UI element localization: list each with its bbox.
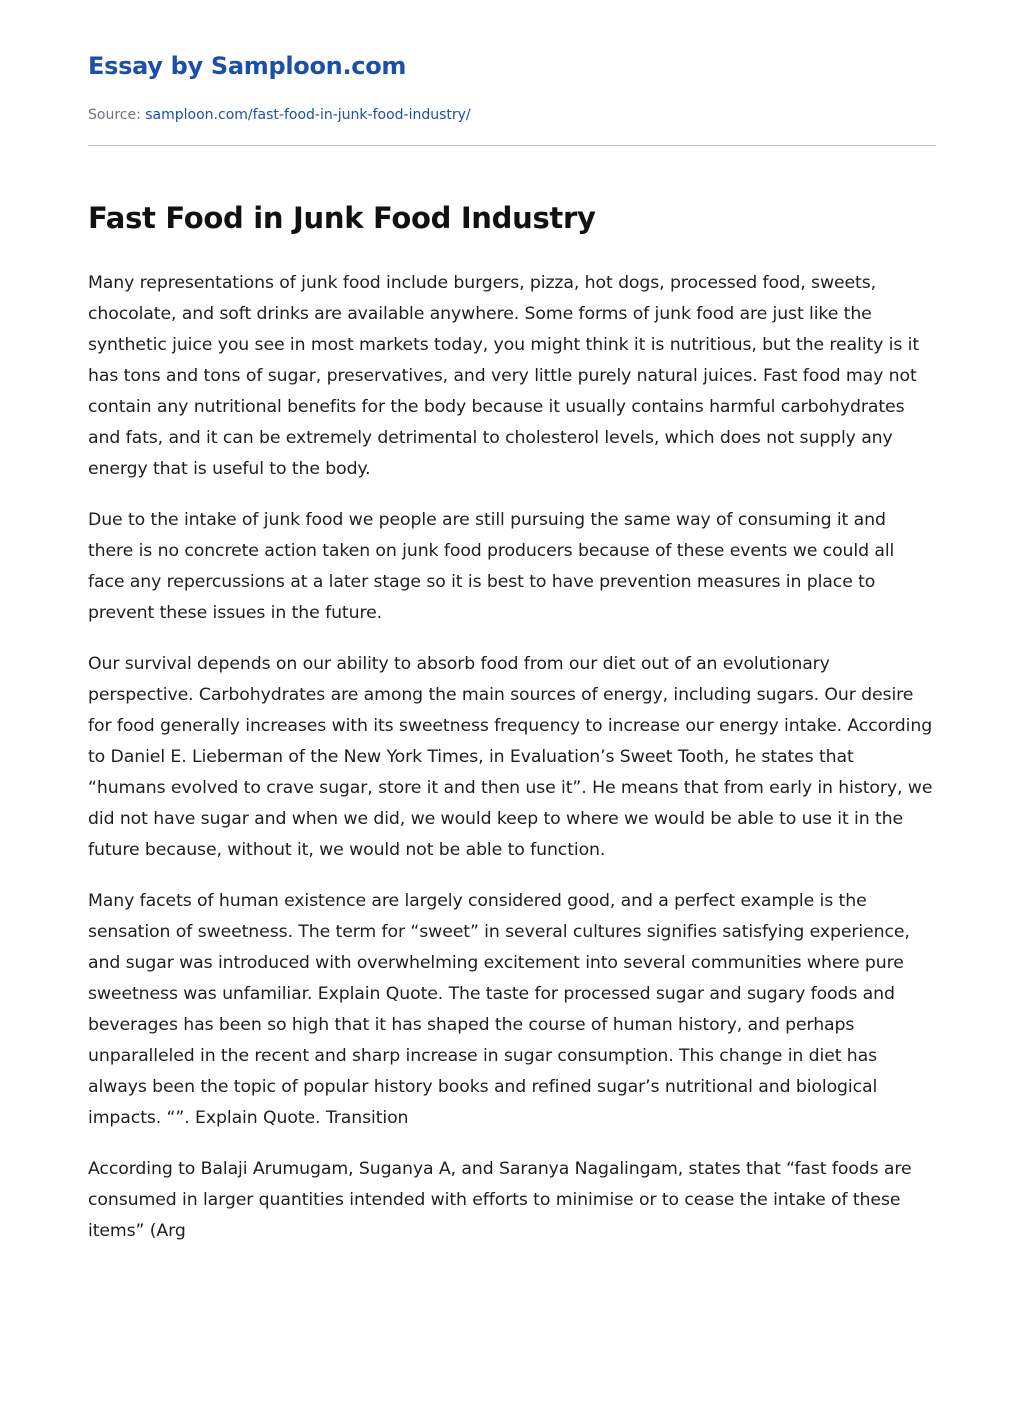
source-label: Source: [88,107,141,123]
source-line [88,107,471,123]
essay-title: Fast Food in Junk Food Industry [88,201,596,235]
essay-paragraph: Due to the intake of junk food we people are still pursuing the same way of consuming it and there is no concrete action taken on junk food producers because of these events we could all face any repercussions at a later stage so it is best to have prevention measures in place to prevent these issues in the future. [88,510,895,623]
site-brand[interactable]: Essay by Samploon.com [88,52,407,80]
essay-paragraph: Many representations of junk food include burgers, pizza, hot dogs, processed food, sweets, chocolate, and soft drinks are available anywhere. Some forms of junk food are just like the synthetic juice you see in most markets today, you might think it is nutritious, but the reality is it has tons and tons of sugar, preservatives, and very little purely natural juices. Fast food may not contain any nutritional benefits for the body because it usually contains harmful carbohydrates and fats, and it can be extremely detrimental to cholesterol levels, which does not supply any energy that is useful to the body. [88,273,920,479]
essay-body [88,268,936,1267]
essay-paragraph: According to Balaji Arumugam, Suganya A, and Saranya Nagalingam, states that “fast foods are consumed in larger quantities intended with efforts to minimise or to cease the intake of these items” (Arg [88,1159,912,1241]
essay-paragraph: Many facets of human existence are largely considered good, and a perfect example is the sensation of sweetness. The term for “sweet” in several cultures signifies satisfying experience, and sugar was introduced with overwhelming excitement into several communities where pure sweetness was unfamiliar. Explain Quote. The taste for processed sugar and sugary foods and beverages has been so high that it has shaped the course of human history, and perhaps unparalleled in the recent and sharp increase in sugar consumption. This change in diet has always been the topic of popular history books and refined sugar’s nutritional and biological impacts. “”. Explain Quote. Transition [88,891,910,1128]
header-divider [88,145,936,146]
essay-paragraph: Our survival depends on our ability to absorb food from our diet out of an evolutionary perspective. Carbohydrates are among the main sources of energy, including sugars. Our desire for food generally increases with its sweetness frequency to increase our energy intake. According to Daniel E. Lieberman of the New York Times, in Evaluation’s Sweet Tooth, he states that “humans evolved to crave sugar, store it and then use it”. He means that from early in history, we did not have sugar and when we did, we would keep to where we would be able to use it in the future because, without it, we would not be able to function. [88,654,933,860]
source-link[interactable]: samploon.com/fast-food-in-junk-food-industry/ [145,107,471,123]
